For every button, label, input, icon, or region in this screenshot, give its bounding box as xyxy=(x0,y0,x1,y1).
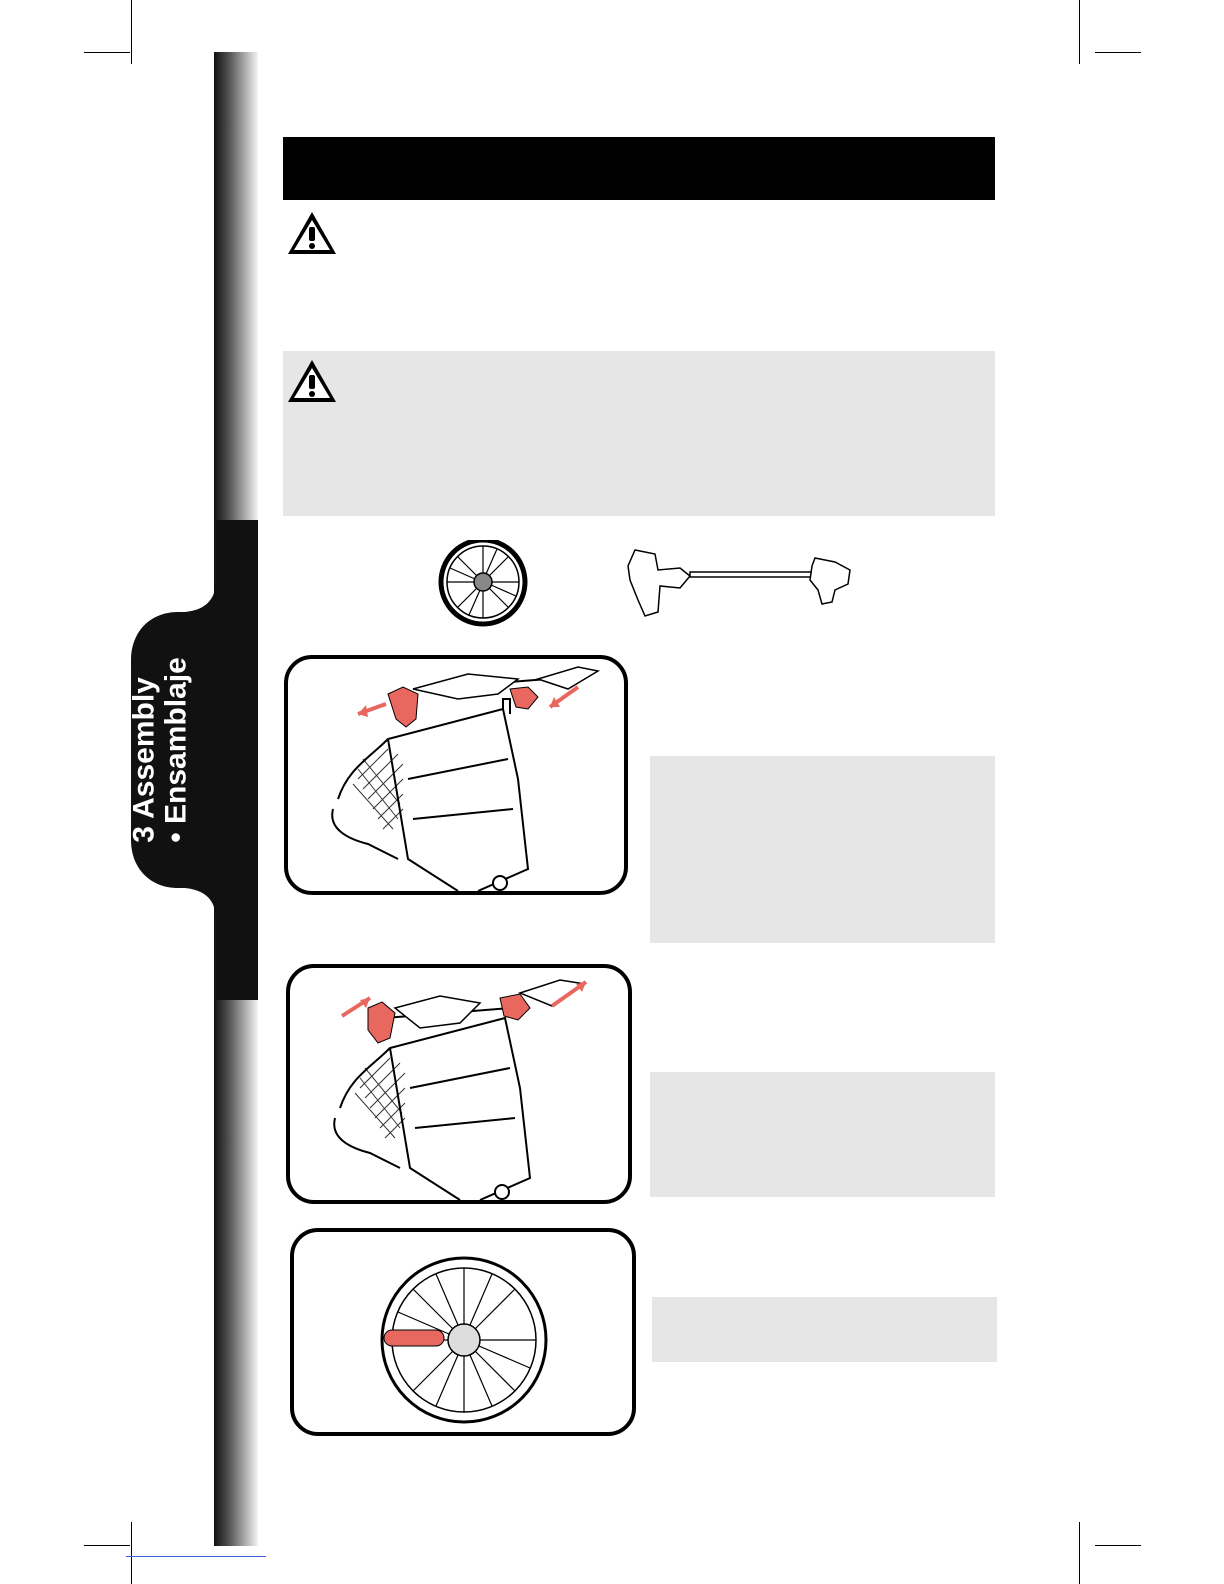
page-rule xyxy=(126,1556,266,1557)
step-3-note-panel xyxy=(652,1297,997,1362)
crop-mark xyxy=(1095,52,1141,53)
warning-triangle-icon xyxy=(286,358,338,404)
crop-mark xyxy=(1095,1545,1141,1546)
chapter-title: 3 Assembly xyxy=(127,677,161,843)
chapter-tab xyxy=(0,0,300,1000)
section-header-bar xyxy=(283,137,995,200)
step-1-note-panel xyxy=(650,756,995,943)
figure-step-3 xyxy=(290,1228,636,1436)
chapter-subtitle: • Ensamblaje xyxy=(159,657,192,843)
step-2-note-panel xyxy=(650,1072,995,1197)
crop-mark xyxy=(84,1545,130,1546)
warning-panel xyxy=(283,351,995,516)
warning-triangle-icon xyxy=(286,210,338,256)
crop-mark xyxy=(1079,0,1080,64)
crop-mark xyxy=(1079,1522,1080,1584)
figure-step-2 xyxy=(286,964,632,1204)
crop-mark xyxy=(131,1522,132,1584)
figure-step-1 xyxy=(284,655,628,895)
parts-illustration xyxy=(430,540,870,640)
